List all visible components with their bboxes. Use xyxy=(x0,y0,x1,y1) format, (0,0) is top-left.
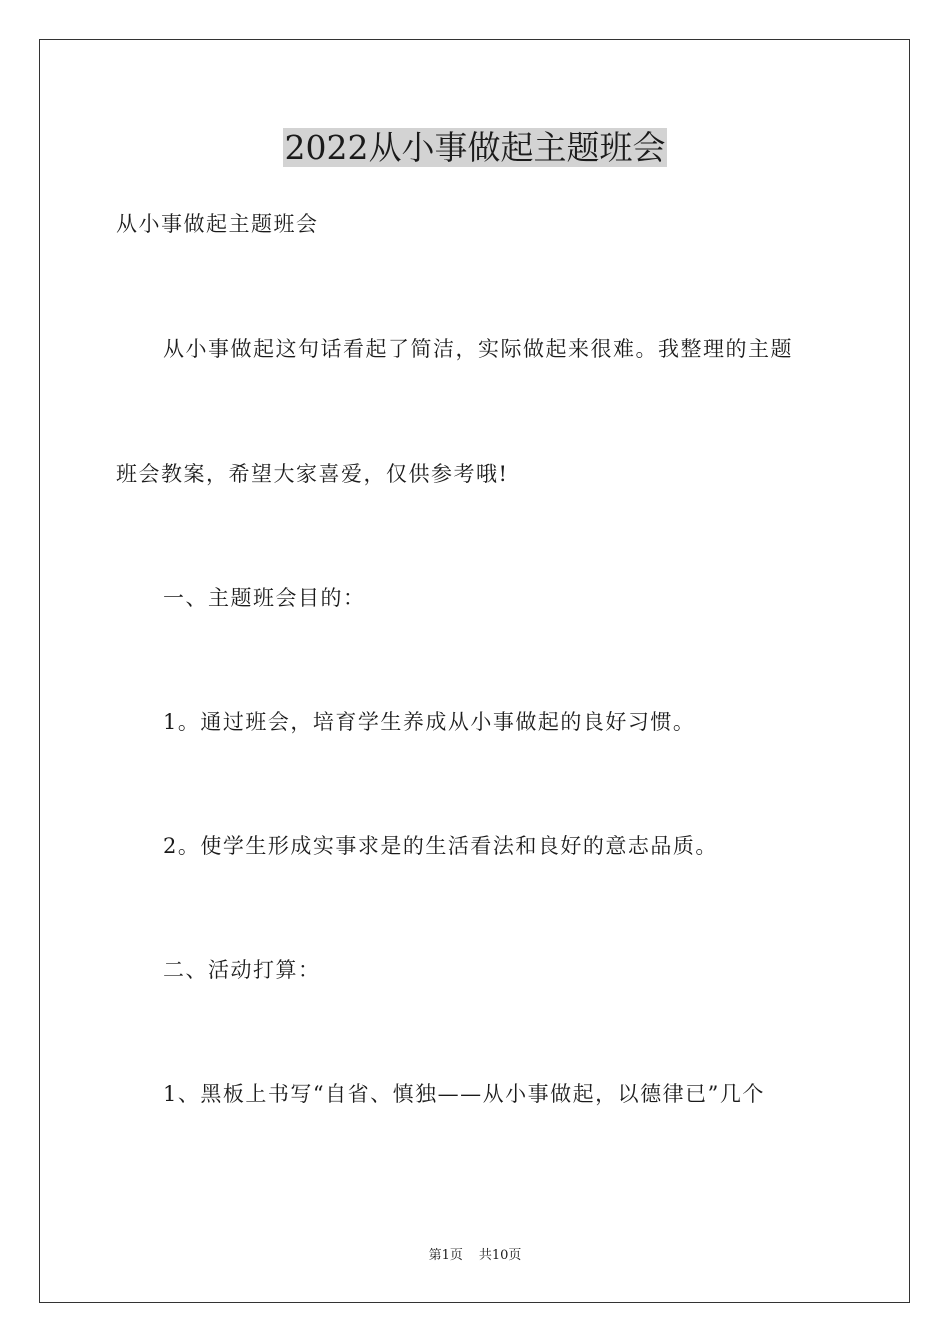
page-number: 第1页 xyxy=(428,1248,463,1263)
page-footer xyxy=(0,1247,950,1265)
purpose-item-2: 2。使学生形成实事求是的生活看法和良好的意志品质。 xyxy=(163,834,718,858)
document-title-text: 2022从小事做起主题班会 xyxy=(284,128,666,167)
document-title xyxy=(0,124,950,172)
document-subtitle: 从小事做起主题班会 xyxy=(116,212,319,236)
intro-paragraph-line-1: 从小事做起这句话看起了简洁，实际做起来很难。我整理的主题 xyxy=(163,337,793,361)
intro-paragraph-line-2: 班会教案，希望大家喜爱，仅供参考哦! xyxy=(116,462,509,486)
page-total: 共10页 xyxy=(478,1248,522,1263)
section-heading-activity: 二、活动打算： xyxy=(163,958,321,982)
section-heading-purpose: 一、主题班会目的： xyxy=(163,586,366,610)
activity-item-1: 1、黑板上书写“自省、慎独——从小事做起，以德律已”几个 xyxy=(163,1082,765,1106)
purpose-item-1: 1。通过班会，培育学生养成从小事做起的良好习惯。 xyxy=(163,710,696,734)
